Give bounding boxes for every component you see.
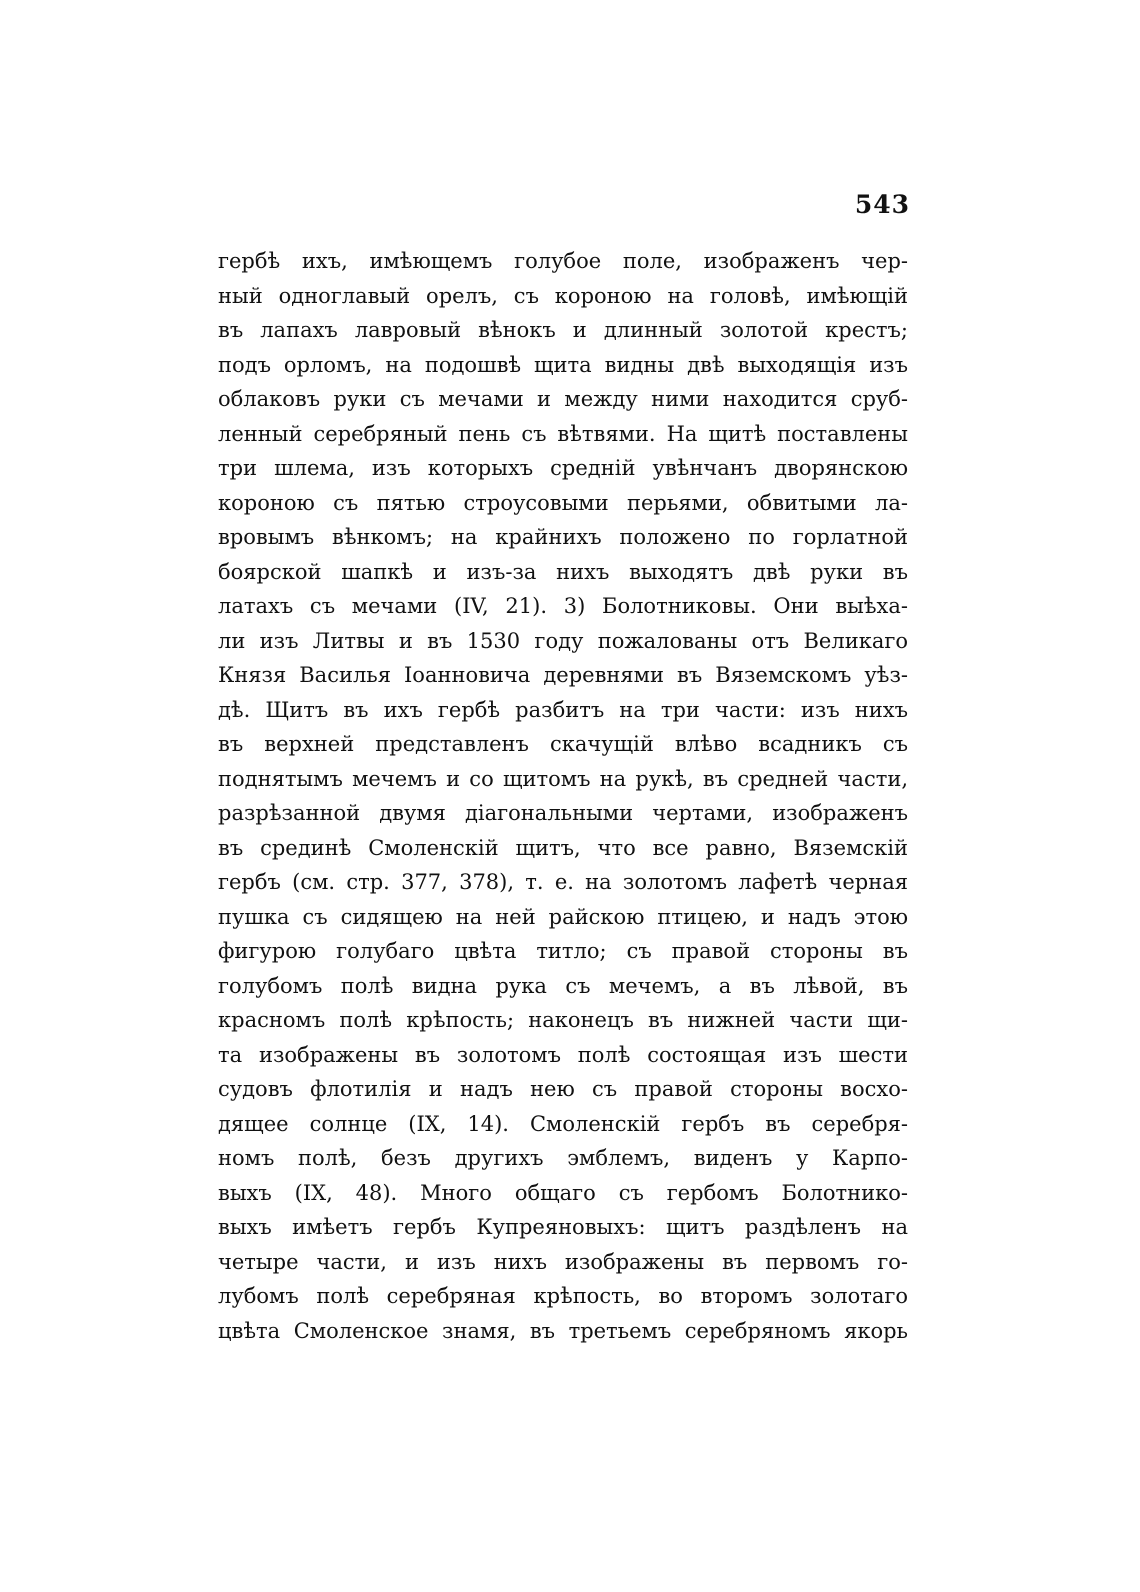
text-line: четыре части, и изъ нихъ изображены въ первомъ го- xyxy=(218,1249,908,1274)
text-line: разрѣзанной двумя діагональными чертами, изображенъ xyxy=(218,801,908,825)
text-line: фигурою голубаго цвѣта титло; съ правой стороны въ xyxy=(218,939,908,963)
text-line: голубомъ полѣ видна рука съ мечемъ, а въ лѣвой, въ xyxy=(218,973,908,998)
text-line: красномъ полѣ крѣпость; наконецъ въ нижней части щи- xyxy=(218,1008,908,1032)
text-line: пушка съ сидящею на ней райскою птицею, и надъ этою xyxy=(218,904,908,929)
text-line: ный одноглавый орелъ, съ короною на головѣ, имѣющій xyxy=(218,283,908,308)
text-line: Князя Василья Іоанновича деревнями въ Вяземскомъ уѣз- xyxy=(218,663,908,687)
text-line: облаковъ руки съ мечами и между ними находится сруб- xyxy=(218,387,908,411)
text-line: вровымъ вѣнкомъ; на крайнихъ положено по горлатной xyxy=(218,525,908,549)
text-line: латахъ съ мечами (IV, 21). 3) Болотниковы. Они выѣха- xyxy=(218,594,908,618)
page-number: 543 xyxy=(854,190,910,219)
text-line: лубомъ полѣ серебряная крѣпость, во второмъ золотаго xyxy=(218,1284,908,1308)
text-line: ленный серебряный пень съ вѣтвями. На щитѣ поставлены xyxy=(218,421,908,446)
text-line: гербѣ ихъ, имѣющемъ голубое поле, изображенъ чер- xyxy=(218,249,908,273)
text-line: номъ полѣ, безъ другихъ эмблемъ, виденъ у Карпо- xyxy=(218,1146,908,1170)
text-line: въ срединѣ Смоленскій щитъ, что все равно, Вяземскій xyxy=(218,835,908,860)
text-line: три шлема, изъ которыхъ средній увѣнчанъ дворянскою xyxy=(218,456,908,480)
text-line: короною съ пятью строусовыми перьями, обвитыми ла- xyxy=(218,490,908,515)
text-line: ли изъ Литвы и въ 1530 году пожалованы отъ Великаго xyxy=(218,628,908,653)
text-line: выхъ (IX, 48). Много общаго съ гербомъ Болотнико- xyxy=(218,1180,908,1205)
text-line: въ верхней представленъ скачущій влѣво всадникъ съ xyxy=(218,732,908,756)
body-text xyxy=(218,244,908,1348)
text-line: боярской шапкѣ и изъ-за нихъ выходятъ двѣ руки въ xyxy=(218,559,908,584)
text-line: судовъ флотилія и надъ нею съ правой стороны восхо- xyxy=(218,1077,908,1101)
text-line: дѣ. Щитъ въ ихъ гербѣ разбитъ на три части: изъ нихъ xyxy=(218,697,908,722)
text-line: дящее солнце (IX, 14). Смоленскій гербъ въ серебря- xyxy=(218,1111,908,1136)
text-line: цвѣта Смоленское знамя, въ третьемъ серебряномъ якорь xyxy=(218,1318,908,1343)
text-line: въ лапахъ лавровый вѣнокъ и длинный золотой крестъ; xyxy=(218,318,908,342)
text-line: выхъ имѣетъ гербъ Купреяновыхъ: щитъ раздѣленъ на xyxy=(218,1215,908,1239)
text-line: гербъ (см. стр. 377, 378), т. е. на золотомъ лафетѣ черная xyxy=(218,870,908,894)
text-line: та изображены въ золотомъ полѣ состоящая изъ шести xyxy=(218,1042,908,1067)
text-line: подъ орломъ, на подошвѣ щита видны двѣ выходящія изъ xyxy=(218,352,908,377)
text-line: поднятымъ мечемъ и со щитомъ на рукѣ, въ средней части, xyxy=(218,766,908,791)
